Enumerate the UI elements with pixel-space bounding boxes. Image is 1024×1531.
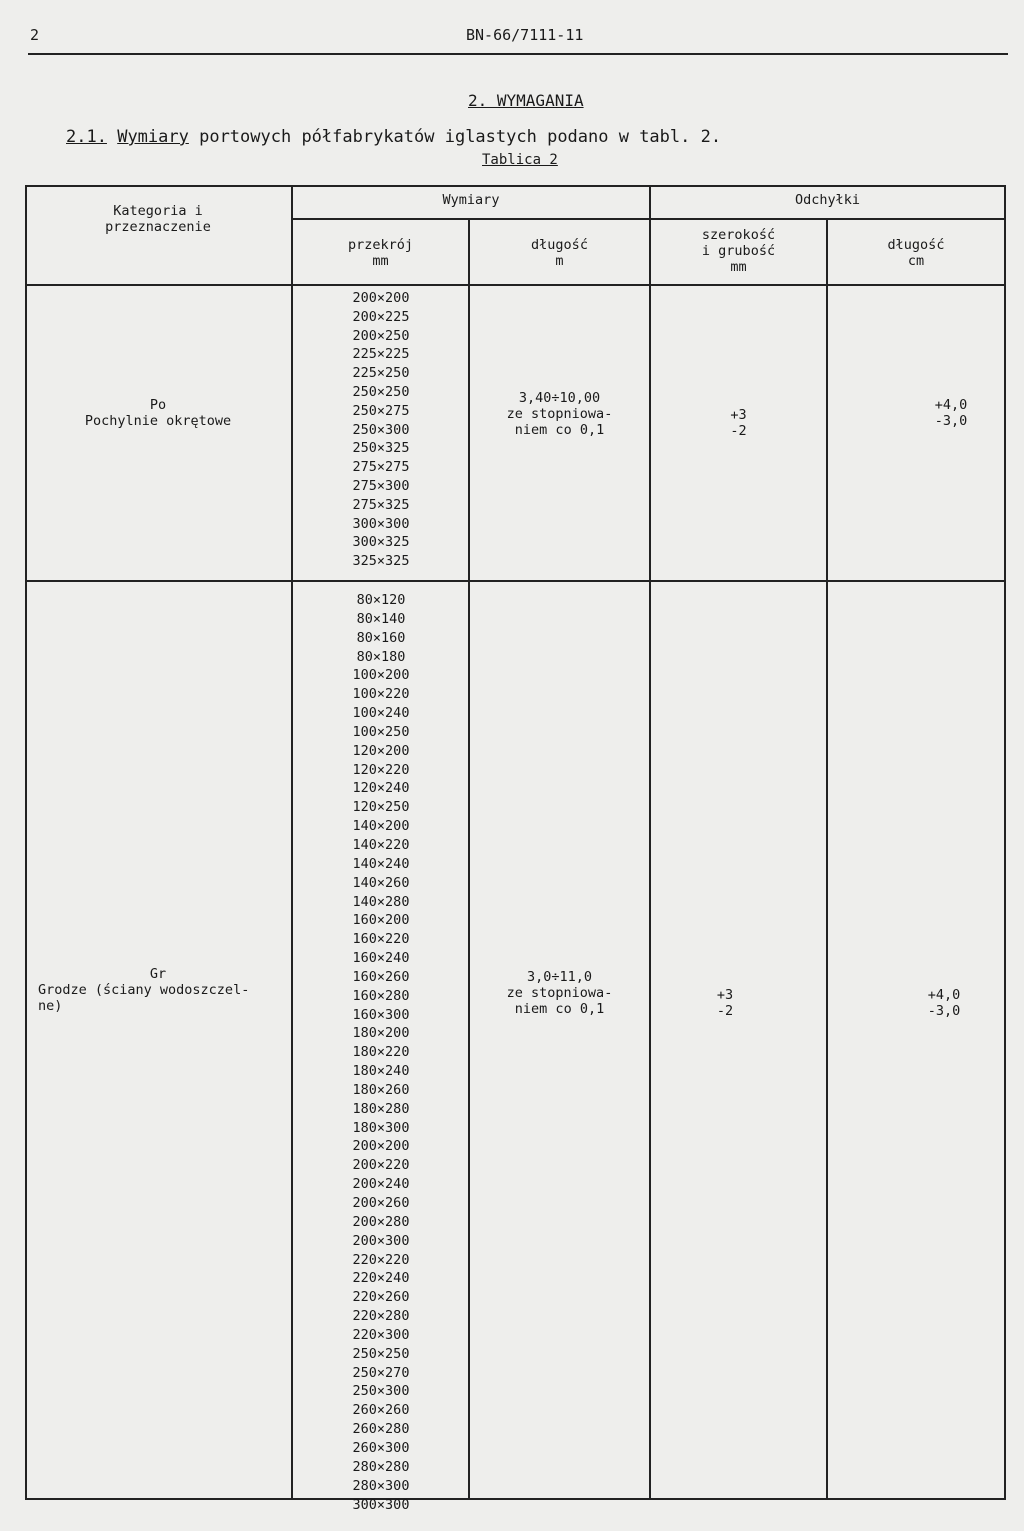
section-dimension: 180×300: [352, 1119, 410, 1136]
row-gr-category-code: Gr: [149, 966, 167, 982]
section-dimension: 200×200: [352, 290, 410, 306]
row-po-length-range: 3,40÷10,00: [518, 390, 601, 406]
dimensions-table: [25, 185, 1006, 1513]
header-dlugosc-cm-unit: cm: [907, 253, 925, 269]
section-dimension: 80×180: [356, 648, 406, 665]
section-dimension: 275×325: [352, 496, 410, 513]
header-przekroj-unit: mm: [372, 253, 389, 269]
section-dimension: 160×200: [352, 912, 410, 929]
section-dimension: 300×300: [352, 515, 410, 532]
section-dimension: 200×240: [352, 1176, 410, 1193]
row-gr-length-range: 3,0÷11,0: [526, 969, 593, 985]
section-dimension: 250×270: [352, 1364, 410, 1381]
header-category-line: przeznaczenie: [105, 219, 211, 235]
section-dimension: 300×325: [352, 534, 410, 551]
section-dimension: 200×300: [352, 1232, 410, 1249]
header-odchylki: Odchyłki: [794, 192, 861, 208]
table-header-rule: [25, 284, 1006, 286]
section-dimension: 180×280: [352, 1100, 410, 1117]
section-dimension: 140×220: [352, 836, 410, 853]
section-dimension: 200×200: [352, 1138, 410, 1155]
header-szerokosc-unit: mm: [730, 259, 747, 275]
row-po-tol-width-plus: +3: [730, 407, 747, 423]
section-dimension: 220×240: [352, 1270, 410, 1287]
table-border-right: [1004, 185, 1006, 1500]
section-dimension: 160×220: [352, 931, 410, 948]
header-rule: [28, 53, 1008, 55]
section-dimension: 100×220: [352, 686, 410, 703]
header-przekroj-label: przekrój: [347, 237, 414, 253]
row-po-length: [470, 390, 649, 438]
table-caption: Tablica 2: [482, 152, 558, 168]
row-po-category-name: Pochylnie okrętowe: [84, 413, 232, 429]
header-dlugosc-cm: [828, 237, 1004, 269]
header-dlugosc-cm-label: długość: [887, 237, 945, 253]
row-gr-length-note: ze stopniowa-: [506, 985, 613, 1001]
row-po-sections: [293, 289, 469, 571]
section-dimension: 280×300: [352, 1477, 410, 1494]
section-dimension: 225×225: [352, 346, 410, 363]
row-po-length-note: niem co 0,1: [514, 422, 605, 438]
section-dimension: 220×280: [352, 1308, 410, 1325]
section-dimension: 180×260: [352, 1081, 410, 1098]
section-dimension: 220×220: [352, 1251, 410, 1268]
section-dimension: 250×275: [352, 402, 410, 419]
section-dimension: 180×240: [352, 1063, 410, 1080]
section-dimension: 160×240: [352, 950, 410, 967]
row-gr-category-name: ne): [38, 998, 63, 1014]
intro-number: 2.1.: [66, 127, 107, 147]
row-po-tol-length-plus: +4,0: [934, 397, 968, 413]
section-dimension: 200×280: [352, 1213, 410, 1230]
row-gr-length: [470, 969, 649, 1017]
row-po-tol-length: [828, 397, 1004, 429]
section-dimension: 200×260: [352, 1195, 410, 1211]
section-dimension: 120×220: [352, 761, 410, 778]
section-dimension: 225×250: [352, 365, 410, 382]
row-po-length-note: ze stopniowa-: [506, 406, 613, 422]
table-row-divider: [25, 580, 1006, 582]
section-dimension: 220×260: [352, 1289, 410, 1306]
section-dimension: 100×240: [352, 705, 410, 722]
row-gr-sections: [293, 591, 469, 1514]
row-gr-tol-length: [828, 987, 1004, 1019]
table-border-bottom: [25, 1498, 1006, 1500]
section-dimension: 140×260: [352, 874, 410, 891]
section-dimension: 160×280: [352, 987, 410, 1004]
row-po-category-code: Po: [149, 397, 167, 413]
row-gr-category-name: Grodze (ściany wodoszczel-: [38, 982, 250, 998]
row-gr-tol-length-minus: -3,0: [927, 1003, 961, 1019]
header-szerokosc-line: szerokość: [701, 227, 776, 243]
section-dimension: 80×160: [356, 629, 406, 646]
section-dimension: 250×250: [352, 1345, 410, 1362]
section-dimension: 100×200: [352, 667, 410, 684]
section-dimension: 100×250: [352, 723, 410, 740]
section-dimension: 300×300: [352, 1496, 410, 1513]
intro-paragraph: [66, 127, 721, 147]
header-dlugosc-m-unit: m: [555, 253, 564, 269]
section-title: 2. WYMAGANIA: [468, 91, 584, 110]
section-dimension: 250×325: [352, 440, 410, 457]
row-gr-tol-width-plus: +3: [716, 987, 734, 1003]
intro-text: portowych półfabrykatów iglastych podano w tabl. 2.: [188, 127, 722, 147]
table-border-left: [25, 185, 27, 1500]
section-dimension: 80×120: [356, 592, 406, 608]
section-dimension: 200×225: [352, 308, 410, 325]
header-category: [25, 203, 291, 235]
row-po-tol-length-minus: -3,0: [934, 413, 968, 429]
section-dimension: 140×200: [352, 818, 410, 835]
header-szerokosc: [651, 227, 826, 275]
header-dlugosc-m: [470, 237, 649, 269]
section-dimension: 275×300: [352, 477, 410, 494]
section-dimension: 250×250: [352, 383, 410, 400]
section-dimension: 260×280: [352, 1421, 410, 1438]
row-gr-tol-width-minus: -2: [716, 1003, 734, 1019]
section-dimension: 260×300: [352, 1439, 410, 1456]
intro-term: Wymiary: [117, 127, 189, 147]
table-header-midrule: [291, 218, 1006, 220]
row-po-tol-width: [651, 407, 826, 439]
row-gr-tol-width: [625, 987, 825, 1019]
section-dimension: 80×140: [356, 610, 406, 627]
row-po-category: [25, 397, 291, 429]
section-dimension: 180×220: [352, 1044, 410, 1061]
row-gr-category: [25, 966, 291, 1014]
section-dimension: 260×260: [352, 1402, 410, 1419]
section-dimension: 140×240: [352, 855, 410, 872]
section-dimension: 120×200: [352, 742, 410, 759]
section-dimension: 120×240: [352, 780, 410, 797]
section-dimension: 275×275: [352, 459, 410, 476]
header-wymiary: Wymiary: [442, 192, 500, 208]
row-po-tol-width-minus: -2: [730, 423, 747, 439]
section-dimension: 220×300: [352, 1326, 410, 1343]
section-dimension: 120×250: [352, 799, 410, 816]
page-number: 2: [30, 26, 40, 44]
section-dimension: 250×300: [352, 421, 410, 438]
header-przekroj: [293, 237, 468, 269]
section-dimension: 180×200: [352, 1025, 410, 1042]
section-dimension: 280×280: [352, 1458, 410, 1475]
section-dimension: 200×250: [352, 327, 410, 344]
header-dlugosc-m-label: długość: [531, 237, 588, 253]
section-dimension: 325×325: [352, 553, 410, 570]
section-dimension: 160×300: [352, 1006, 410, 1023]
row-gr-tol-length-plus: +4,0: [927, 987, 961, 1003]
header-szerokosc-line: i grubość: [701, 243, 776, 259]
table-border-top: [25, 185, 1006, 187]
document-id: BN-66/7111-11: [466, 26, 584, 44]
section-dimension: 250×300: [352, 1383, 410, 1400]
table-divider-odchylki: [649, 185, 651, 1500]
section-dimension: 140×280: [352, 893, 410, 910]
section-dimension: 200×220: [352, 1157, 410, 1174]
header-category-line: Kategoria i: [113, 203, 203, 219]
row-gr-length-note: niem co 0,1: [514, 1001, 605, 1017]
section-dimension: 160×260: [352, 968, 410, 985]
